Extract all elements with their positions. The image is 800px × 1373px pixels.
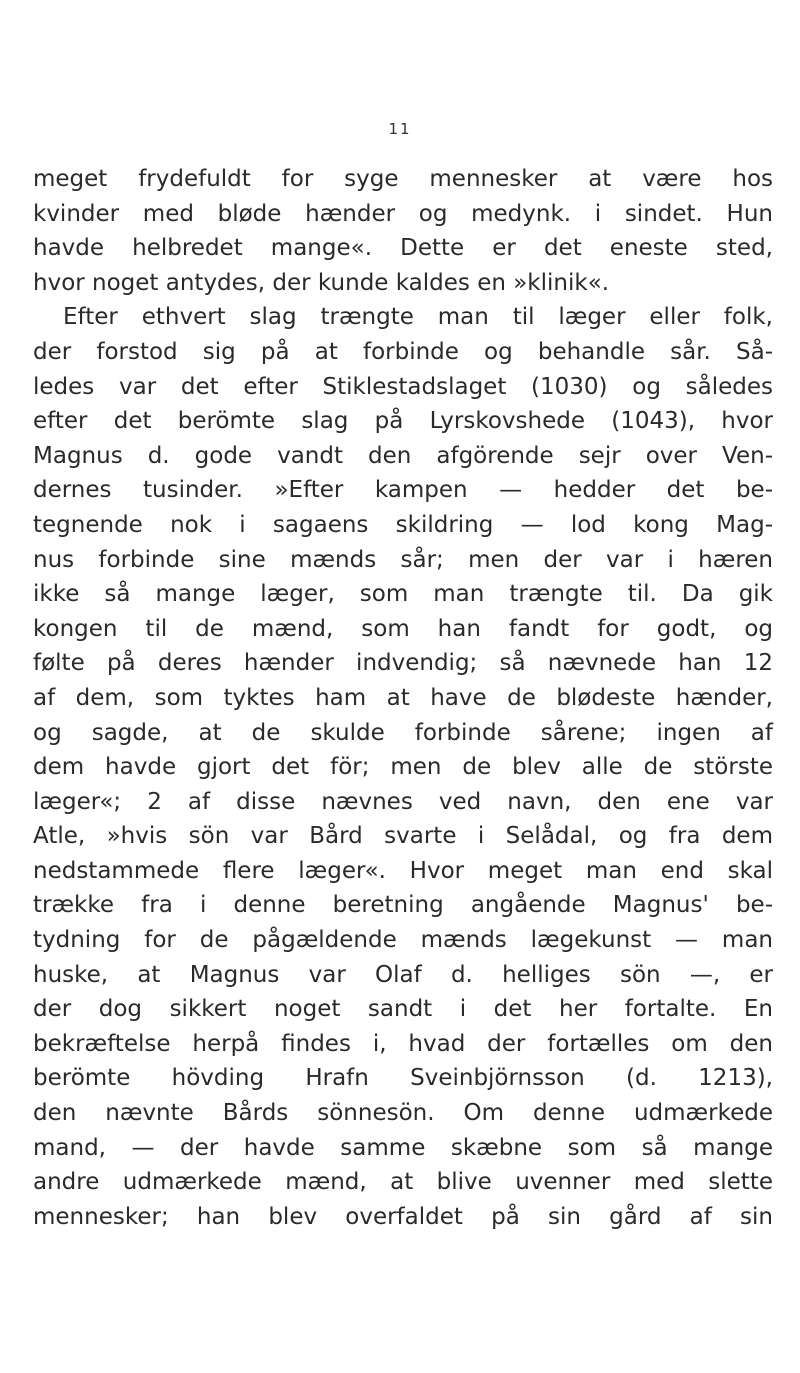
text-line: ikke så mange læger, som man trængte til. Da gik bbox=[33, 581, 773, 608]
text-line: dernes tusinder. »Efter kampen — hedder det be- bbox=[33, 477, 773, 504]
text-line: bekræftelse herpå findes i, hvad der fortælles om den bbox=[33, 1030, 773, 1057]
text-line: meget frydefuldt for syge mennesker at være hos bbox=[33, 166, 773, 192]
text-line: dem havde gjort det för; men de blev alle de störste bbox=[33, 754, 773, 781]
text-line: kongen til de mænd, som han fandt for godt, og bbox=[33, 615, 773, 642]
text-line: tydning for de pågældende mænds lægekunst — man bbox=[33, 927, 773, 954]
text-line: hvor noget antydes, der kunde kaldes en »klinik«. bbox=[33, 269, 610, 296]
text-line: Atle, »hvis sön var Bård svarte i Selådal, og fra dem bbox=[33, 823, 773, 850]
text-line: mand, — der havde samme skæbne som så mange bbox=[33, 1134, 773, 1161]
text-line: Efter ethvert slag trængte man til læger eller folk, bbox=[63, 304, 773, 331]
text-line: trække fra i denne beretning angående Magnus' be- bbox=[33, 892, 773, 919]
text-line: havde helbredet mange«. Dette er det eneste sted, bbox=[33, 235, 773, 262]
text-line: nedstammede flere læger«. Hvor meget man end skal bbox=[33, 857, 773, 884]
text-line: af dem, som tyktes ham at have de blødeste hænder, bbox=[33, 684, 773, 711]
text-line: nus forbinde sine mænds sår; men der var i hæren bbox=[33, 546, 773, 573]
text-line: ledes var det efter Stiklestadslaget (1030) og således bbox=[33, 373, 773, 400]
text-line: andre udmærkede mænd, at blive uvenner med slette bbox=[33, 1169, 773, 1196]
text-line: den nævnte Bårds sönnesön. Om denne udmærkede bbox=[33, 1100, 773, 1127]
text-line: der forstod sig på at forbinde og behandle sår. Så- bbox=[33, 338, 773, 365]
text-line: følte på deres hænder indvendig; så nævnede han 12 bbox=[33, 650, 773, 677]
text-line: læger«; 2 af disse nævnes ved navn, den ene var bbox=[33, 788, 773, 815]
text-line: tegnende nok i sagaens skildring — lod kong Mag- bbox=[33, 511, 773, 538]
body-text bbox=[33, 162, 773, 1234]
text-line: og sagde, at de skulde forbinde sårene; ingen af bbox=[33, 719, 773, 746]
text-line: kvinder med bløde hænder og medynk. i sindet. Hun bbox=[33, 200, 773, 227]
text-line: der dog sikkert noget sandt i det her fortalte. En bbox=[33, 996, 773, 1023]
text-line: efter det berömte slag på Lyrskovshede (1043), hvor bbox=[33, 408, 773, 435]
page-number: 11 bbox=[388, 120, 412, 138]
text-line: Magnus d. gode vandt den afgörende sejr over Ven- bbox=[33, 442, 773, 469]
text-line: mennesker; han blev overfaldet på sin gård af sin bbox=[33, 1203, 773, 1230]
text-line: berömte hövding Hrafn Sveinbjörnsson (d. 1213), bbox=[33, 1065, 773, 1092]
text-line: huske, at Magnus var Olaf d. helliges sön —, er bbox=[33, 961, 773, 988]
